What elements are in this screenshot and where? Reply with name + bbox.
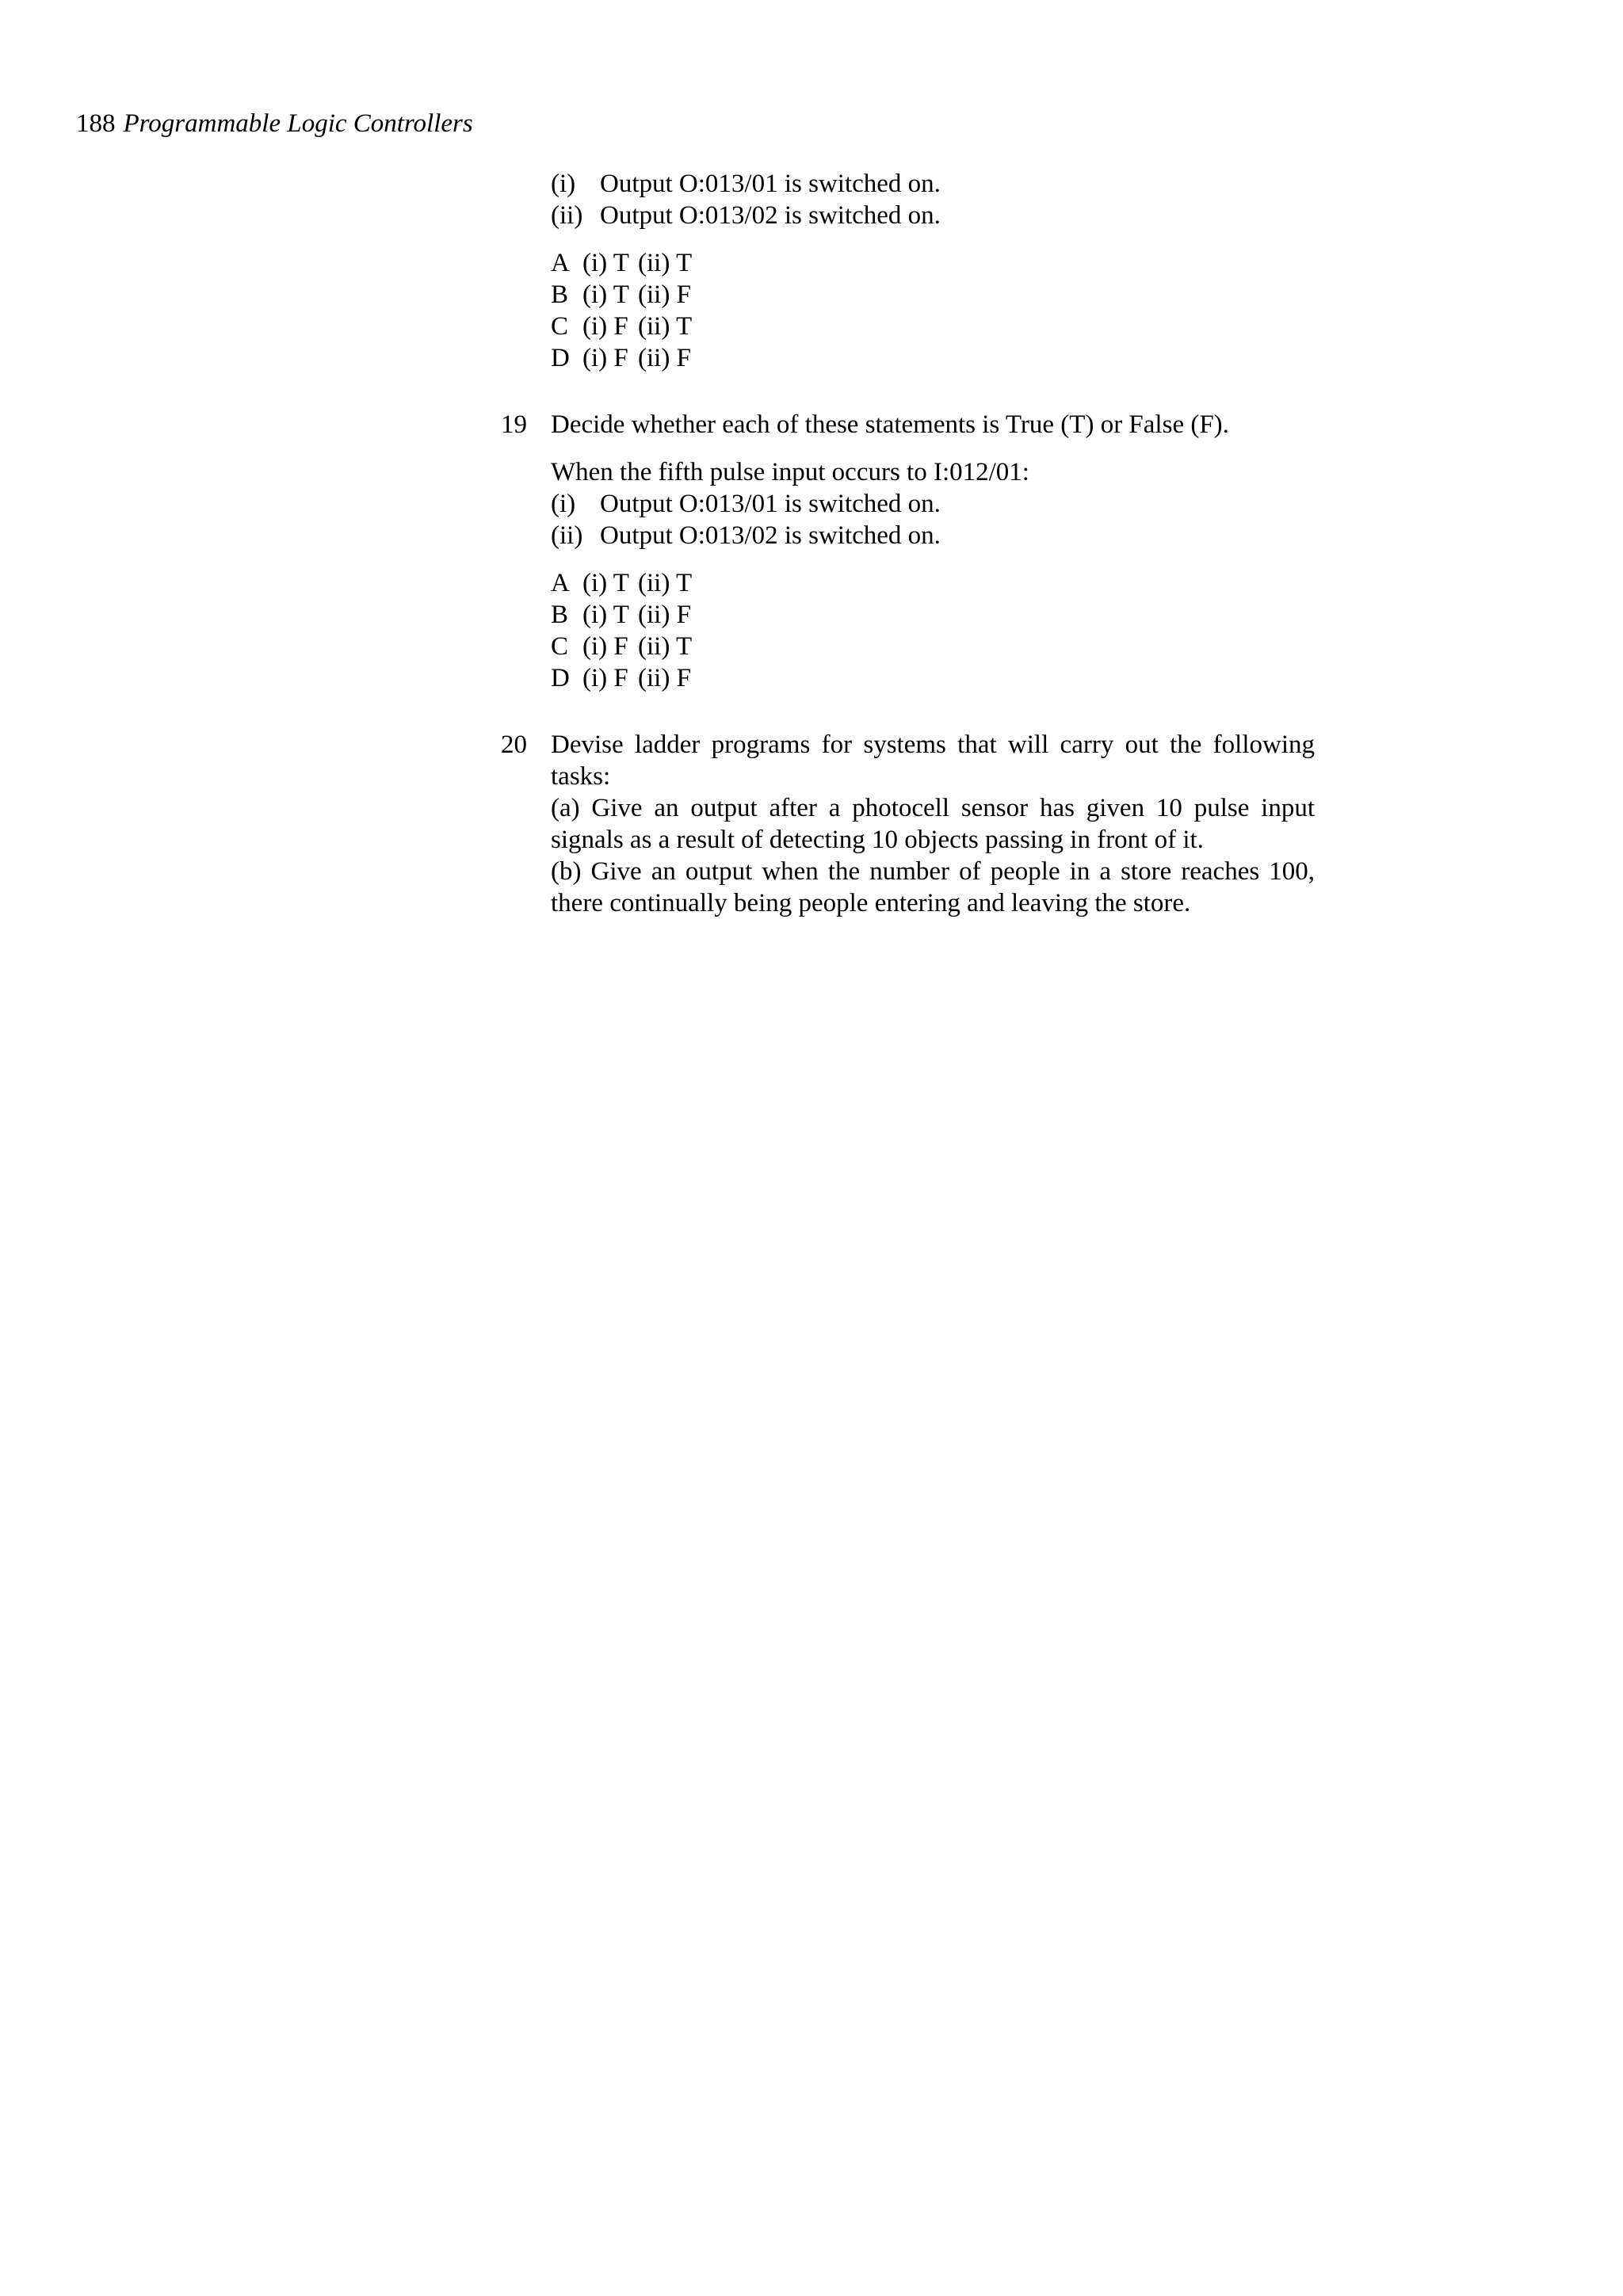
q19-options xyxy=(551,567,1315,694)
q20-intro-line: Devise ladder programs for systems that will carry out the following xyxy=(551,730,1315,759)
q20-task-a-line: signals as a result of detecting 10 objects passing in front of it. xyxy=(551,826,1204,854)
answer-option: B (i) T (ii) F xyxy=(551,601,691,629)
answer-option: D (i) F (ii) F xyxy=(551,344,691,372)
answer-option: B (i) T (ii) F xyxy=(551,280,691,309)
book-title: Programmable Logic Controllers xyxy=(123,109,473,138)
q20-body xyxy=(551,729,1315,919)
answer-option: A (i) T (ii) T xyxy=(551,569,693,597)
q19-context: When the fifth pulse input occurs to I:012/01: xyxy=(551,458,1029,486)
q18-statements xyxy=(551,168,1315,231)
q20-intro-line: tasks: xyxy=(551,762,611,791)
answer-option: D (i) F (ii) F xyxy=(551,664,691,692)
q20-task-b-line: there continually being people entering and leaving the store. xyxy=(551,889,1191,917)
q20-task-a-line: (a) Give an output after a photocell sensor has given 10 pulse input xyxy=(551,794,1315,822)
statement-line: (i) Output O:013/01 is switched on. xyxy=(551,490,941,518)
q19-prompt: Decide whether each of these statements is True (T) or False (F). xyxy=(551,410,1229,439)
answer-option: A (i) T (ii) T xyxy=(551,249,693,277)
q18-options xyxy=(551,247,1315,374)
statement-line: (ii) Output O:013/02 is switched on. xyxy=(551,521,941,550)
question-number: 19 xyxy=(501,410,527,439)
statement-line: (ii) Output O:013/02 is switched on. xyxy=(551,201,941,230)
question-number: 20 xyxy=(501,730,527,759)
running-head xyxy=(76,108,473,139)
q19-body xyxy=(551,456,1315,551)
answer-option: C (i) F (ii) T xyxy=(551,632,693,661)
q20-task-b-line: (b) Give an output when the number of people in a store reaches 100, xyxy=(551,857,1315,886)
answer-option: C (i) F (ii) T xyxy=(551,312,693,341)
statement-line: (i) Output O:013/01 is switched on. xyxy=(551,170,941,198)
page-number: 188 xyxy=(76,109,116,138)
